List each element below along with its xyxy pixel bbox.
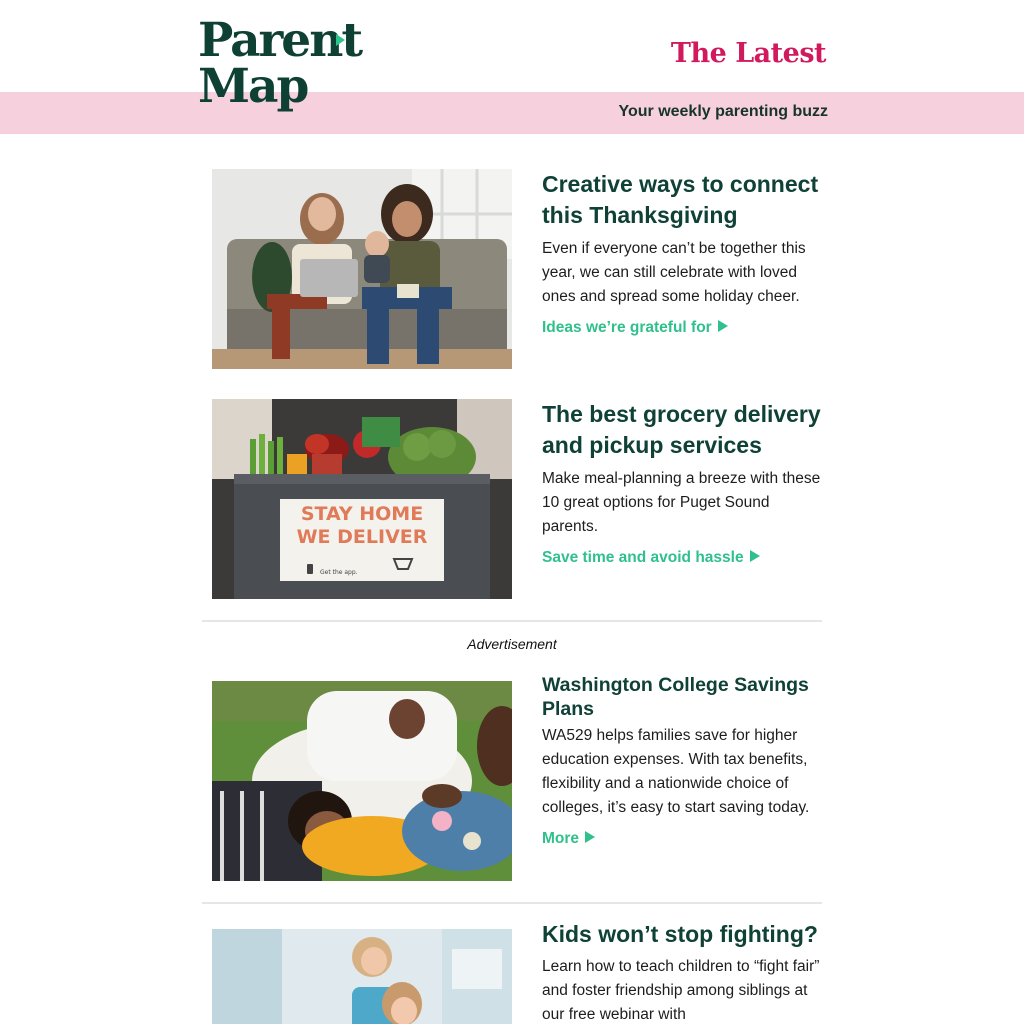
- section-divider: [202, 902, 822, 904]
- story-description: Learn how to teach children to “fight fair” and foster friendship among siblings at our free webinar with: [542, 958, 820, 1023]
- story-cta-link[interactable]: [542, 319, 728, 337]
- box-text-small: Get the app.: [320, 569, 358, 576]
- story-grocery: [212, 399, 824, 599]
- play-arrow-icon: [585, 831, 595, 843]
- story-text: [542, 919, 827, 1024]
- ad-headline[interactable]: Washington College Savings Plans: [542, 674, 809, 720]
- family-laptop-image[interactable]: [212, 169, 512, 369]
- kids-fighting-image[interactable]: [212, 929, 512, 1024]
- story-headline[interactable]: Kids won’t stop fighting?: [542, 921, 818, 947]
- advertisement-label: Advertisement: [467, 636, 557, 652]
- parentmap-logo[interactable]: [198, 13, 362, 122]
- family-picnic-image[interactable]: [212, 681, 512, 881]
- logo-line-map: Map: [198, 59, 308, 114]
- cta-label: Ideas we’re grateful for: [542, 319, 712, 336]
- tagline-band: [0, 92, 1024, 134]
- cta-label: Save time and avoid hassle: [542, 549, 744, 566]
- box-text-line1: STAY HOME: [300, 503, 424, 525]
- story-headline[interactable]: Creative ways to connect this Thanksgiving: [542, 171, 819, 228]
- logo-line-parent: Parent: [198, 13, 362, 68]
- story-description: Make meal-planning a breeze with these 10 great options for Puget Sound parents.: [542, 470, 821, 535]
- ad-description: WA529 helps families save for higher education expenses. With tax benefits, flexibility and a nationwide choice of colleges, it’s easy to start saving today.: [542, 727, 810, 816]
- box-text-line2: WE DELIVER: [296, 526, 428, 548]
- ad-more-link[interactable]: [542, 830, 595, 848]
- section-divider: [202, 620, 822, 622]
- play-arrow-icon: [718, 320, 728, 332]
- story-cta-link[interactable]: [542, 549, 760, 567]
- play-arrow-icon: [750, 550, 760, 562]
- grocery-box-image[interactable]: [212, 399, 512, 599]
- story-text: [542, 399, 827, 567]
- cta-label: More: [542, 830, 580, 847]
- story-headline[interactable]: The best grocery delivery and pickup services: [542, 401, 821, 458]
- story-sibling-fighting: [212, 919, 824, 1024]
- ad-wa529: [212, 673, 824, 881]
- story-text: [542, 169, 827, 337]
- story-description: Even if everyone can’t be together this year, we can still celebrate with loved ones and spread some holiday cheer.: [542, 240, 806, 305]
- logo-play-icon: [336, 34, 345, 46]
- newsletter-title: The Latest: [670, 38, 826, 69]
- tagline: Your weekly parenting buzz: [618, 103, 828, 120]
- ad-text: [542, 673, 827, 848]
- story-thanksgiving: [212, 169, 824, 369]
